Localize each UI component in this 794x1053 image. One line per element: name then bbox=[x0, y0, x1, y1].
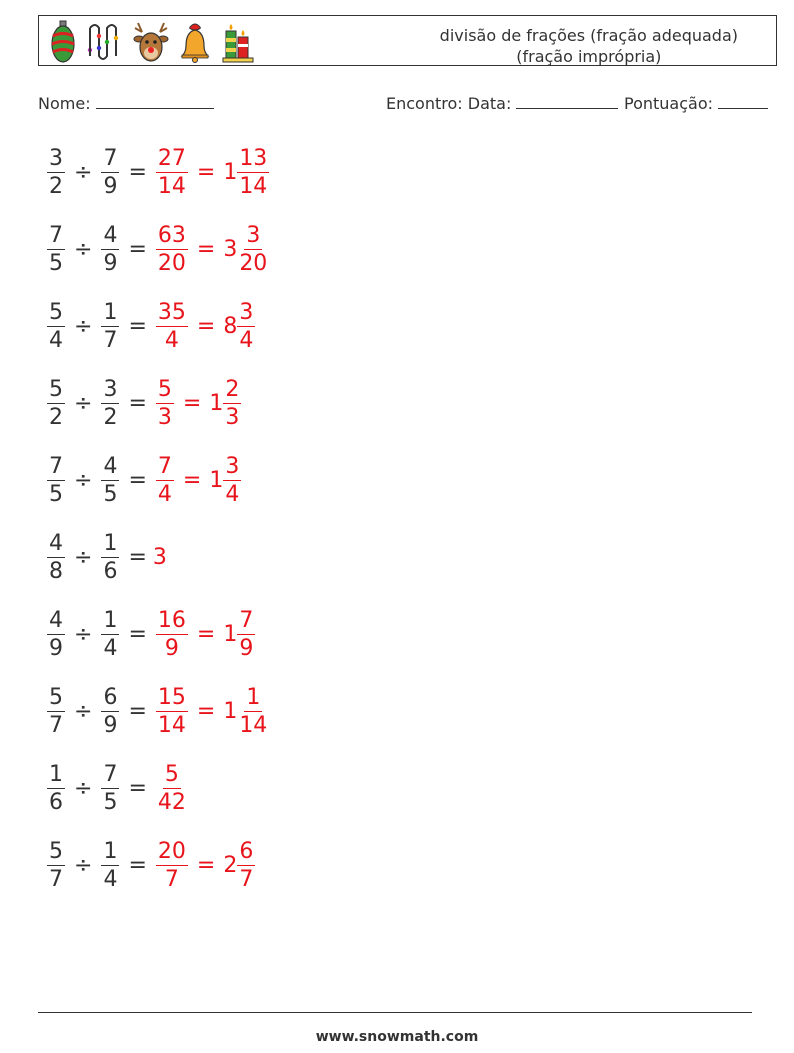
denominator: 14 bbox=[239, 173, 268, 199]
equals-sign: = bbox=[128, 852, 147, 878]
denominator: 7 bbox=[164, 866, 179, 892]
answer-improper-fraction bbox=[156, 376, 174, 431]
name-label: Nome: bbox=[38, 94, 91, 113]
mixed-fraction-part bbox=[237, 222, 269, 277]
denominator: 14 bbox=[157, 712, 186, 738]
denominator: 5 bbox=[103, 481, 118, 507]
name-field bbox=[38, 94, 214, 113]
numerator: 1 bbox=[103, 838, 118, 864]
denominator: 4 bbox=[239, 327, 254, 353]
equals-sign: = bbox=[128, 544, 147, 570]
problem-row bbox=[44, 604, 258, 664]
problem-row bbox=[44, 450, 244, 510]
divisor-fraction bbox=[101, 530, 119, 585]
dividend-fraction bbox=[47, 530, 65, 585]
numerator: 1 bbox=[103, 607, 118, 633]
mixed-whole-part: 1 bbox=[223, 159, 238, 185]
numerator: 3 bbox=[225, 453, 240, 479]
numerator: 3 bbox=[49, 145, 63, 171]
mixed-fraction-part bbox=[237, 607, 255, 662]
denominator: 4 bbox=[103, 866, 118, 892]
equals-sign: = bbox=[128, 775, 147, 801]
answer-equals-sign: = bbox=[196, 236, 216, 262]
mixed-whole-part: 1 bbox=[223, 621, 238, 647]
numerator: 6 bbox=[239, 838, 254, 864]
numerator: 5 bbox=[164, 761, 179, 787]
numerator: 2 bbox=[225, 376, 240, 402]
answer-improper-fraction bbox=[156, 453, 174, 508]
numerator: 3 bbox=[239, 299, 254, 325]
answer-whole: 3 bbox=[152, 544, 167, 570]
problem-row bbox=[44, 219, 272, 279]
dividend-fraction bbox=[47, 376, 65, 431]
mixed-fraction-part bbox=[237, 838, 255, 893]
answer-improper-fraction bbox=[156, 299, 188, 354]
answer-equals-sign: = bbox=[196, 852, 216, 878]
score-field bbox=[624, 94, 768, 113]
footer-site: www.snowmath.com bbox=[315, 1029, 479, 1045]
numerator: 35 bbox=[157, 299, 186, 325]
denominator: 14 bbox=[239, 712, 268, 738]
answer-improper-fraction bbox=[156, 222, 188, 277]
answer-equals-sign: = bbox=[182, 467, 202, 493]
denominator: 4 bbox=[103, 635, 118, 661]
divisor-fraction bbox=[101, 838, 119, 893]
divide-sign: ÷ bbox=[74, 775, 93, 801]
divisor-fraction bbox=[101, 453, 119, 508]
dividend-fraction bbox=[47, 453, 65, 508]
numerator: 4 bbox=[103, 222, 118, 248]
numerator: 1 bbox=[103, 530, 118, 556]
numerator: 5 bbox=[157, 376, 172, 402]
divisor-fraction bbox=[101, 222, 119, 277]
divide-sign: ÷ bbox=[74, 159, 93, 185]
answer-equals-sign: = bbox=[196, 621, 216, 647]
meeting-label: Encontro: Data: bbox=[386, 94, 512, 113]
answer-improper-fraction bbox=[156, 607, 188, 662]
answer-equals-sign: = bbox=[196, 159, 216, 185]
equals-sign: = bbox=[128, 313, 147, 339]
numerator: 1 bbox=[246, 684, 261, 710]
denominator: 4 bbox=[157, 481, 172, 507]
title-line-2: (fração imprópria) bbox=[516, 47, 662, 66]
dividend-fraction bbox=[47, 145, 65, 200]
answer-improper-fraction bbox=[156, 761, 188, 816]
divide-sign: ÷ bbox=[74, 621, 93, 647]
denominator: 9 bbox=[164, 635, 179, 661]
name-blank[interactable] bbox=[96, 94, 214, 109]
divide-sign: ÷ bbox=[74, 236, 93, 262]
denominator: 2 bbox=[49, 404, 63, 430]
problem-row bbox=[44, 527, 167, 587]
denominator: 9 bbox=[103, 173, 118, 199]
title-line-1: divisão de frações (fração adequada) bbox=[439, 26, 738, 45]
numerator: 4 bbox=[103, 453, 118, 479]
mixed-whole-part: 1 bbox=[209, 390, 224, 416]
numerator: 7 bbox=[157, 453, 172, 479]
denominator: 6 bbox=[103, 558, 118, 584]
problem-row bbox=[44, 296, 258, 356]
denominator: 9 bbox=[239, 635, 254, 661]
numerator: 5 bbox=[49, 299, 63, 325]
numerator: 15 bbox=[157, 684, 186, 710]
numerator: 7 bbox=[49, 453, 63, 479]
answer-equals-sign: = bbox=[182, 390, 202, 416]
divisor-fraction bbox=[101, 299, 119, 354]
denominator: 4 bbox=[49, 327, 63, 353]
numerator: 27 bbox=[157, 145, 186, 171]
divisor-fraction bbox=[101, 376, 119, 431]
numerator: 6 bbox=[103, 684, 118, 710]
mixed-fraction-part bbox=[237, 684, 269, 739]
divisor-fraction bbox=[101, 684, 119, 739]
mixed-whole-part: 2 bbox=[223, 852, 238, 878]
numerator: 1 bbox=[103, 299, 118, 325]
footer-divider bbox=[38, 1012, 752, 1013]
problem-row bbox=[44, 373, 244, 433]
reindeer-icon bbox=[133, 20, 169, 64]
divide-sign: ÷ bbox=[74, 313, 93, 339]
denominator: 3 bbox=[225, 404, 240, 430]
equals-sign: = bbox=[128, 467, 147, 493]
denominator: 7 bbox=[103, 327, 118, 353]
numerator: 5 bbox=[49, 376, 63, 402]
problem-row bbox=[44, 142, 272, 202]
dividend-fraction bbox=[47, 684, 65, 739]
divide-sign: ÷ bbox=[74, 544, 93, 570]
denominator: 9 bbox=[103, 712, 118, 738]
denominator: 7 bbox=[49, 712, 63, 738]
denominator: 9 bbox=[103, 250, 118, 276]
numerator: 63 bbox=[157, 222, 186, 248]
equals-sign: = bbox=[128, 698, 147, 724]
mixed-fraction-part bbox=[237, 145, 269, 200]
numerator: 7 bbox=[103, 761, 118, 787]
denominator: 9 bbox=[49, 635, 63, 661]
denominator: 20 bbox=[157, 250, 186, 276]
denominator: 14 bbox=[157, 173, 186, 199]
numerator: 16 bbox=[157, 607, 186, 633]
mixed-whole-part: 1 bbox=[209, 467, 224, 493]
date-blank[interactable] bbox=[516, 94, 618, 109]
mixed-whole-part: 3 bbox=[223, 236, 238, 262]
problem-row bbox=[44, 681, 272, 741]
equals-sign: = bbox=[128, 390, 147, 416]
header-icons bbox=[49, 20, 255, 64]
dividend-fraction bbox=[47, 222, 65, 277]
numerator: 7 bbox=[49, 222, 63, 248]
score-blank[interactable] bbox=[718, 94, 768, 109]
lights-icon bbox=[87, 20, 123, 64]
dividend-fraction bbox=[47, 838, 65, 893]
answer-improper-fraction bbox=[156, 145, 188, 200]
divisor-fraction bbox=[101, 607, 119, 662]
answer-equals-sign: = bbox=[196, 698, 216, 724]
denominator: 3 bbox=[157, 404, 172, 430]
divisor-fraction bbox=[101, 145, 119, 200]
numerator: 4 bbox=[49, 607, 63, 633]
numerator: 5 bbox=[49, 838, 63, 864]
numerator: 7 bbox=[103, 145, 118, 171]
answer-improper-fraction bbox=[156, 838, 188, 893]
denominator: 5 bbox=[49, 250, 63, 276]
divide-sign: ÷ bbox=[74, 390, 93, 416]
denominator: 20 bbox=[239, 250, 268, 276]
meeting-date-field bbox=[386, 94, 618, 113]
mixed-fraction-part bbox=[237, 299, 255, 354]
candles-icon bbox=[221, 20, 255, 64]
mixed-whole-part: 8 bbox=[223, 313, 238, 339]
mixed-fraction-part bbox=[223, 453, 241, 508]
mixed-whole-part: 1 bbox=[223, 698, 238, 724]
equals-sign: = bbox=[128, 621, 147, 647]
denominator: 7 bbox=[239, 866, 254, 892]
score-label: Pontuação: bbox=[624, 94, 714, 113]
answer-equals-sign: = bbox=[196, 313, 216, 339]
numerator: 3 bbox=[103, 376, 118, 402]
bell-icon bbox=[179, 20, 211, 64]
problem-row bbox=[44, 835, 258, 895]
numerator: 20 bbox=[157, 838, 186, 864]
equals-sign: = bbox=[128, 159, 147, 185]
divisor-fraction bbox=[101, 761, 119, 816]
worksheet-title bbox=[440, 25, 738, 67]
answer-improper-fraction bbox=[156, 684, 188, 739]
dividend-fraction bbox=[47, 607, 65, 662]
dividend-fraction bbox=[47, 761, 65, 816]
denominator: 42 bbox=[157, 789, 186, 815]
mixed-fraction-part bbox=[223, 376, 241, 431]
denominator: 6 bbox=[49, 789, 63, 815]
dividend-fraction bbox=[47, 299, 65, 354]
numerator: 4 bbox=[49, 530, 63, 556]
denominator: 8 bbox=[49, 558, 63, 584]
denominator: 7 bbox=[49, 866, 63, 892]
denominator: 4 bbox=[225, 481, 240, 507]
denominator: 5 bbox=[103, 789, 118, 815]
equals-sign: = bbox=[128, 236, 147, 262]
numerator: 1 bbox=[49, 761, 63, 787]
divide-sign: ÷ bbox=[74, 698, 93, 724]
denominator: 4 bbox=[164, 327, 179, 353]
divide-sign: ÷ bbox=[74, 467, 93, 493]
numerator: 7 bbox=[239, 607, 254, 633]
numerator: 13 bbox=[239, 145, 268, 171]
numerator: 3 bbox=[246, 222, 261, 248]
worksheet-header bbox=[38, 15, 777, 66]
denominator: 5 bbox=[49, 481, 63, 507]
problem-row bbox=[44, 758, 191, 818]
numerator: 5 bbox=[49, 684, 63, 710]
denominator: 2 bbox=[103, 404, 118, 430]
ornament-icon bbox=[49, 20, 77, 64]
divide-sign: ÷ bbox=[74, 852, 93, 878]
denominator: 2 bbox=[49, 173, 63, 199]
